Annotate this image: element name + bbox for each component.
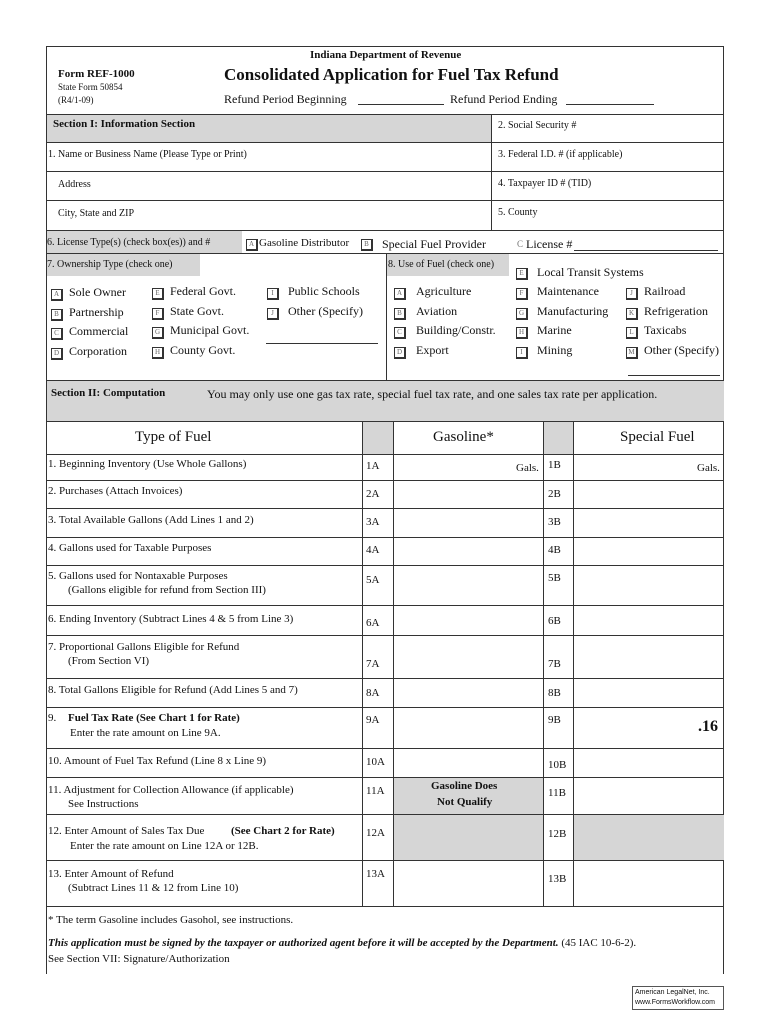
row-4a-code: 4A (366, 544, 380, 556)
ssn-label: 2. Social Security # (498, 120, 577, 131)
row-12b-code: 12B (548, 828, 567, 840)
use-other: Other (Specify) (644, 343, 719, 357)
row-7b-code: 7B (548, 658, 561, 670)
row-8a-code: 8A (366, 687, 380, 699)
line-12b-grey (574, 815, 724, 860)
form-id: Form REF-1000 (58, 68, 135, 80)
city-label: City, State and ZIP (58, 208, 135, 219)
special-fuel-checkbox[interactable]: B (361, 239, 373, 251)
ownership-other-field[interactable] (266, 343, 378, 344)
row-2a-input[interactable] (394, 481, 543, 508)
department-name: Indiana Department of Revenue (310, 49, 462, 61)
use-taxicabs-checkbox[interactable]: L (626, 327, 638, 339)
ownership-other-checkbox[interactable]: J (267, 308, 279, 320)
row-10a-code: 10A (366, 756, 385, 768)
row-5a-code: 5A (366, 574, 380, 586)
use-title: 8. Use of Fuel (check one) (388, 259, 495, 270)
use-export-checkbox[interactable]: D (394, 347, 406, 359)
use-agriculture: Agriculture (416, 284, 472, 298)
signature-notice (48, 938, 636, 949)
row-13b-code: 13B (548, 873, 567, 885)
period-begin-field[interactable] (358, 104, 444, 105)
row-1a-gals: Gals. (516, 462, 539, 474)
row-5a-input[interactable] (394, 566, 543, 605)
row-8a-input[interactable] (394, 679, 543, 707)
row-4a-input[interactable] (394, 538, 543, 565)
period-begin-label: Refund Period Beginning (224, 92, 347, 106)
business-name-label: 1. Name or Business Name (Please Type or Print) (48, 149, 247, 160)
ownership-county: County Govt. (170, 343, 236, 357)
license-c-mark: C (517, 239, 524, 249)
row-12-label: 12. Enter Amount of Sales Tax Due (48, 825, 205, 837)
row-8b-input[interactable] (574, 679, 724, 707)
row-7-sublabel: (From Section VI) (68, 655, 150, 667)
row-10b-code: 10B (548, 759, 567, 771)
row-3b-code: 3B (548, 516, 561, 528)
use-manufacturing-checkbox[interactable]: G (516, 308, 528, 320)
col-type-of-fuel: Type of Fuel (135, 429, 212, 445)
row-6a-code: 6A (366, 617, 380, 629)
row-4b-input[interactable] (574, 538, 724, 565)
ownership-corporation-checkbox[interactable]: D (51, 348, 63, 360)
use-other-field[interactable] (628, 375, 720, 376)
use-agriculture-checkbox[interactable]: A (394, 288, 406, 300)
row-12-sublabel: Enter the rate amount on Line 12A or 12B. (70, 840, 259, 852)
row-10-label: 10. Amount of Fuel Tax Refund (Line 8 x Line 9) (48, 755, 267, 767)
row-9a-input[interactable] (394, 708, 543, 748)
row-8b-code: 8B (548, 687, 561, 699)
ownership-county-checkbox[interactable]: H (152, 347, 164, 359)
use-building-checkbox[interactable]: C (394, 327, 406, 339)
row-3b-input[interactable] (574, 509, 724, 537)
gas-not-qualify-2: Not Qualify (437, 796, 493, 808)
license-number-field[interactable] (574, 250, 718, 251)
use-export: Export (416, 343, 449, 357)
row-13b-input[interactable] (574, 861, 724, 906)
use-taxicabs: Taxicabs (644, 323, 687, 337)
ownership-state-checkbox[interactable]: F (152, 308, 164, 320)
row-6b-input[interactable] (574, 606, 724, 635)
row-9a-code: 9A (366, 714, 380, 726)
form-revision: (R4/1-09) (58, 95, 94, 105)
row-11a-code: 11A (366, 785, 385, 797)
use-railroad-checkbox[interactable]: J (626, 288, 638, 300)
row-3a-code: 3A (366, 516, 380, 528)
col-special-fuel: Special Fuel (620, 429, 695, 445)
row-3-label: 3. Total Available Gallons (Add Lines 1 and 2) (48, 514, 254, 526)
ownership-title: 7. Ownership Type (check one) (47, 259, 173, 270)
fein-label: 3. Federal I.D. # (if applicable) (498, 149, 623, 160)
state-form-number: State Form 50854 (58, 82, 123, 92)
ownership-state: State Govt. (170, 304, 224, 318)
row-11b-code: 11B (548, 787, 566, 799)
ownership-partnership-checkbox[interactable]: B (51, 309, 63, 321)
row-10b-input[interactable] (574, 749, 724, 777)
row-11-label: 11. Adjustment for Collection Allowance (if applicable) (48, 784, 294, 796)
row-5-label: 5. Gallons used for Nontaxable Purposes (48, 570, 228, 582)
ownership-commercial: Commercial (69, 324, 129, 338)
publisher-name: American LegalNet, Inc. (635, 989, 710, 996)
row-1a-input[interactable] (394, 455, 514, 480)
row-4-label: 4. Gallons used for Taxable Purposes (48, 542, 212, 554)
ownership-other: Other (Specify) (288, 304, 363, 318)
row-11b-input[interactable] (574, 778, 724, 814)
use-mining-checkbox[interactable]: I (516, 347, 528, 359)
use-marine-checkbox[interactable]: H (516, 327, 528, 339)
use-railroad: Railroad (644, 284, 686, 298)
ownership-corporation: Corporation (69, 344, 127, 358)
row-7-label: 7. Proportional Gallons Eligible for Refund (48, 641, 240, 653)
row-2-label: 2. Purchases (Attach Invoices) (48, 485, 183, 497)
row-13a-code: 13A (366, 868, 385, 880)
section-1-title: Section I: Information Section (53, 118, 196, 130)
row-9-label: Fuel Tax Rate (See Chart 1 for Rate) (68, 712, 240, 724)
row-13a-input[interactable] (394, 861, 543, 906)
address-label: Address (58, 179, 91, 190)
row-2b-code: 2B (548, 488, 561, 500)
use-maintenance-checkbox[interactable]: F (516, 288, 528, 300)
row-1-label: 1. Beginning Inventory (Use Whole Gallons) (48, 458, 247, 470)
row-9-number: 9. (48, 712, 65, 724)
use-maintenance: Maintenance (537, 284, 599, 298)
tid-label: 4. Taxpayer ID # (TID) (498, 178, 592, 189)
row-2b-input[interactable] (574, 481, 724, 508)
row-6b-code: 6B (548, 615, 561, 627)
row-5b-input[interactable] (574, 566, 724, 605)
row-1b-code: 1B (548, 459, 561, 471)
use-other-checkbox[interactable]: M (626, 347, 638, 359)
row-3a-input[interactable] (394, 509, 543, 537)
row-1b-gals: Gals. (697, 462, 720, 474)
row-10a-input[interactable] (394, 749, 543, 777)
ownership-sole-owner-checkbox[interactable]: A (51, 289, 63, 301)
row-13-label: 13. Enter Amount of Refund (48, 868, 174, 880)
signature-notice-cite: (45 IAC 10-6-2). (558, 937, 637, 949)
use-local-transit: Local Transit Systems (537, 265, 644, 279)
form-title: Consolidated Application for Fuel Tax Refund (224, 65, 559, 84)
row-7a-code: 7A (366, 658, 380, 670)
use-aviation-checkbox[interactable]: B (394, 308, 406, 320)
section-2-title: Section II: Computation (51, 387, 166, 399)
row-4b-code: 4B (548, 544, 561, 556)
row-13-sublabel: (Subtract Lines 11 & 12 from Line 10) (68, 882, 239, 894)
row-11-sublabel: See Instructions (68, 798, 139, 810)
row-1a-code: 1A (366, 460, 380, 472)
use-aviation: Aviation (416, 304, 458, 318)
ownership-public-schools-checkbox[interactable]: I (267, 288, 279, 300)
gas-not-qualify-1: Gasoline Does (431, 780, 498, 792)
special-fuel-rate-value: .16 (698, 718, 718, 735)
use-refrigeration-checkbox[interactable]: K (626, 308, 638, 320)
ownership-public-schools: Public Schools (288, 284, 360, 298)
gasoline-footnote: * The term Gasoline includes Gasohol, see instructions. (48, 914, 294, 926)
ownership-municipal-checkbox[interactable]: G (152, 327, 164, 339)
section-2-note: You may only use one gas tax rate, special fuel tax rate, and one sales tax rate per application. (207, 387, 658, 401)
row-7b-input[interactable] (574, 636, 724, 678)
use-mining: Mining (537, 343, 573, 357)
row-7a-input[interactable] (394, 636, 543, 678)
license-type-label: 6. License Type(s) (check box(es)) and # (47, 237, 211, 248)
row-5b-code: 5B (548, 572, 561, 584)
ownership-federal: Federal Govt. (170, 284, 236, 298)
period-end-field[interactable] (566, 104, 654, 105)
row-5-sublabel: (Gallons eligible for refund from Section III) (68, 584, 266, 596)
row-6a-input[interactable] (394, 606, 543, 635)
license-number-label: License # (526, 237, 573, 251)
use-manufacturing: Manufacturing (537, 304, 609, 318)
ownership-sole-owner: Sole Owner (69, 285, 126, 299)
ownership-federal-checkbox[interactable]: E (152, 288, 164, 300)
see-section-7: See Section VII: Signature/Authorization (48, 953, 230, 965)
gas-distributor-checkbox[interactable]: A (246, 239, 258, 251)
row-9-sublabel: Enter the rate amount on Line 9A. (70, 727, 221, 739)
signature-notice-italic: This application must be signed by the taxpayer or authorized agent before it will be accepted by the Department. (48, 937, 559, 949)
row-9b-code: 9B (548, 714, 561, 726)
publisher-url[interactable]: www.FormsWorkflow.com (635, 999, 715, 1006)
use-building: Building/Constr. (416, 323, 496, 337)
ownership-partnership: Partnership (69, 305, 124, 319)
col-gasoline: Gasoline* (433, 429, 494, 445)
special-fuel-label: Special Fuel Provider (382, 237, 486, 251)
use-marine: Marine (537, 323, 572, 337)
row-12-label-bold: (See Chart 2 for Rate) (231, 825, 335, 837)
ownership-commercial-checkbox[interactable]: C (51, 328, 63, 340)
period-end-label: Refund Period Ending (450, 92, 558, 106)
row-1b-input[interactable] (574, 455, 694, 480)
publisher-box (632, 986, 724, 1010)
county-label: 5. County (498, 207, 538, 218)
use-local-transit-checkbox[interactable]: E (516, 268, 528, 280)
line-12a-grey (394, 815, 543, 860)
row-2a-code: 2A (366, 488, 380, 500)
use-refrigeration: Refrigeration (644, 304, 708, 318)
row-8-label: 8. Total Gallons Eligible for Refund (Add Lines 5 and 7) (48, 684, 298, 696)
ownership-municipal: Municipal Govt. (170, 323, 250, 337)
row-12a-code: 12A (366, 827, 385, 839)
row-6-label: 6. Ending Inventory (Subtract Lines 4 & 5 from Line 3) (48, 613, 294, 625)
gas-distributor-label: Gasoline Distributor (259, 237, 350, 249)
